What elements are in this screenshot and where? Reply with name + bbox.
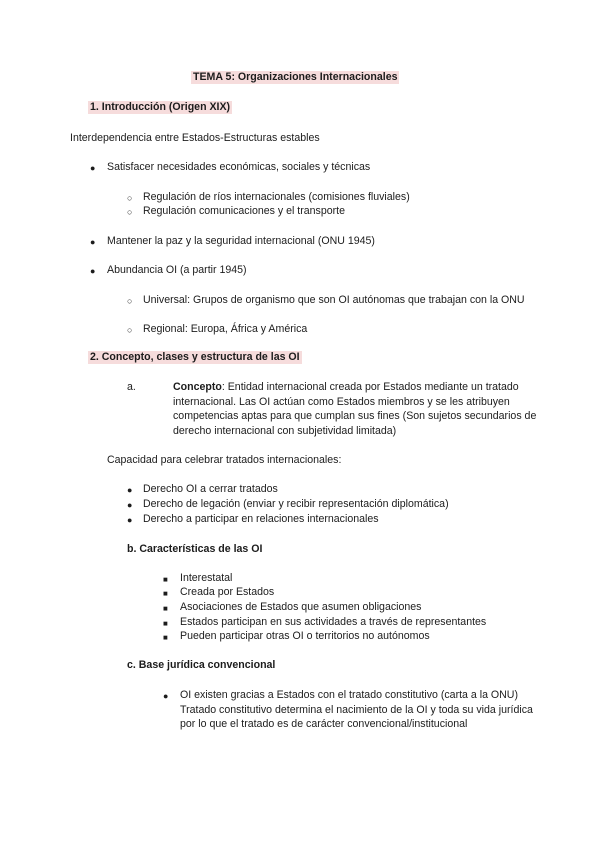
concepto-text: : Entidad internacional creada por Estados mediante un tratado internacional. Las OI actúan como Estados miembros y se les atribuyen competencias aptas para que cumplan sus fines (Son sujetos secundarios de derecho internacional con subjetividad limitada) <box>173 381 537 437</box>
square-marker: ■ <box>163 604 168 613</box>
circle-marker: ○ <box>127 296 133 306</box>
concepto-paragraph <box>173 380 558 438</box>
square-marker: ■ <box>163 575 168 584</box>
square-marker: ■ <box>163 619 168 628</box>
bullet-marker: ● <box>163 691 169 701</box>
intro-text: Interdependencia entre Estados-Estructuras estables <box>70 132 320 144</box>
section-2-heading: 2. Concepto, clases y estructura de las OI <box>90 351 300 363</box>
list-item: Derecho de legación (enviar y recibir representación diplomática) <box>143 498 449 510</box>
list-item: Satisfacer necesidades económicas, sociales y técnicas <box>107 161 371 173</box>
concepto-label: Concepto <box>173 381 222 393</box>
circle-marker: ○ <box>127 325 133 335</box>
base-juridica-paragraph: OI existen gracias a Estados con el tratado constitutivo (carta a la ONU) Tratado constitutivo determina el nacimiento de la OI y toda su vida jurídica por lo que el tratado es de carácter convencional/institucional <box>180 689 533 731</box>
subsection-b-heading: b. Características de las OI <box>127 543 263 555</box>
list-item: Mantener la paz y la seguridad internacional (ONU 1945) <box>107 235 375 247</box>
bullet-marker: ● <box>127 485 133 495</box>
list-item: Pueden participar otras OI o territorios no autónomos <box>180 630 430 642</box>
bullet-marker: ● <box>90 266 96 276</box>
list-item: Regulación de ríos internacionales (comisiones fluviales) <box>143 191 410 203</box>
bullet-marker: ● <box>90 163 96 173</box>
circle-marker: ○ <box>127 193 133 203</box>
page-title: TEMA 5: Organizaciones Internacionales <box>193 71 398 83</box>
subsection-c-heading: c. Base jurídica convencional <box>127 659 276 671</box>
list-marker-a: a. <box>127 381 136 393</box>
capacity-heading: Capacidad para celebrar tratados internacionales: <box>107 454 342 466</box>
square-marker: ■ <box>163 589 168 598</box>
list-item: Interestatal <box>180 572 233 584</box>
circle-marker: ○ <box>127 207 133 217</box>
list-item: Derecho OI a cerrar tratados <box>143 483 278 495</box>
bullet-marker: ● <box>90 237 96 247</box>
list-item: Estados participan en sus actividades a través de representantes <box>180 616 487 628</box>
bullet-marker: ● <box>127 500 133 510</box>
list-item: Regional: Europa, África y América <box>143 323 308 335</box>
bullet-marker: ● <box>127 515 133 525</box>
square-marker: ■ <box>163 633 168 642</box>
list-item: Universal: Grupos de organismo que son OI autónomas que trabajan con la ONU <box>143 294 525 306</box>
list-item: Abundancia OI (a partir 1945) <box>107 264 247 276</box>
list-item: Derecho a participar en relaciones internacionales <box>143 513 379 525</box>
list-item: Asociaciones de Estados que asumen obligaciones <box>180 601 422 613</box>
list-item: Creada por Estados <box>180 586 275 598</box>
section-1-heading: 1. Introducción (Origen XIX) <box>90 101 231 113</box>
list-item: Regulación comunicaciones y el transporte <box>143 205 345 217</box>
